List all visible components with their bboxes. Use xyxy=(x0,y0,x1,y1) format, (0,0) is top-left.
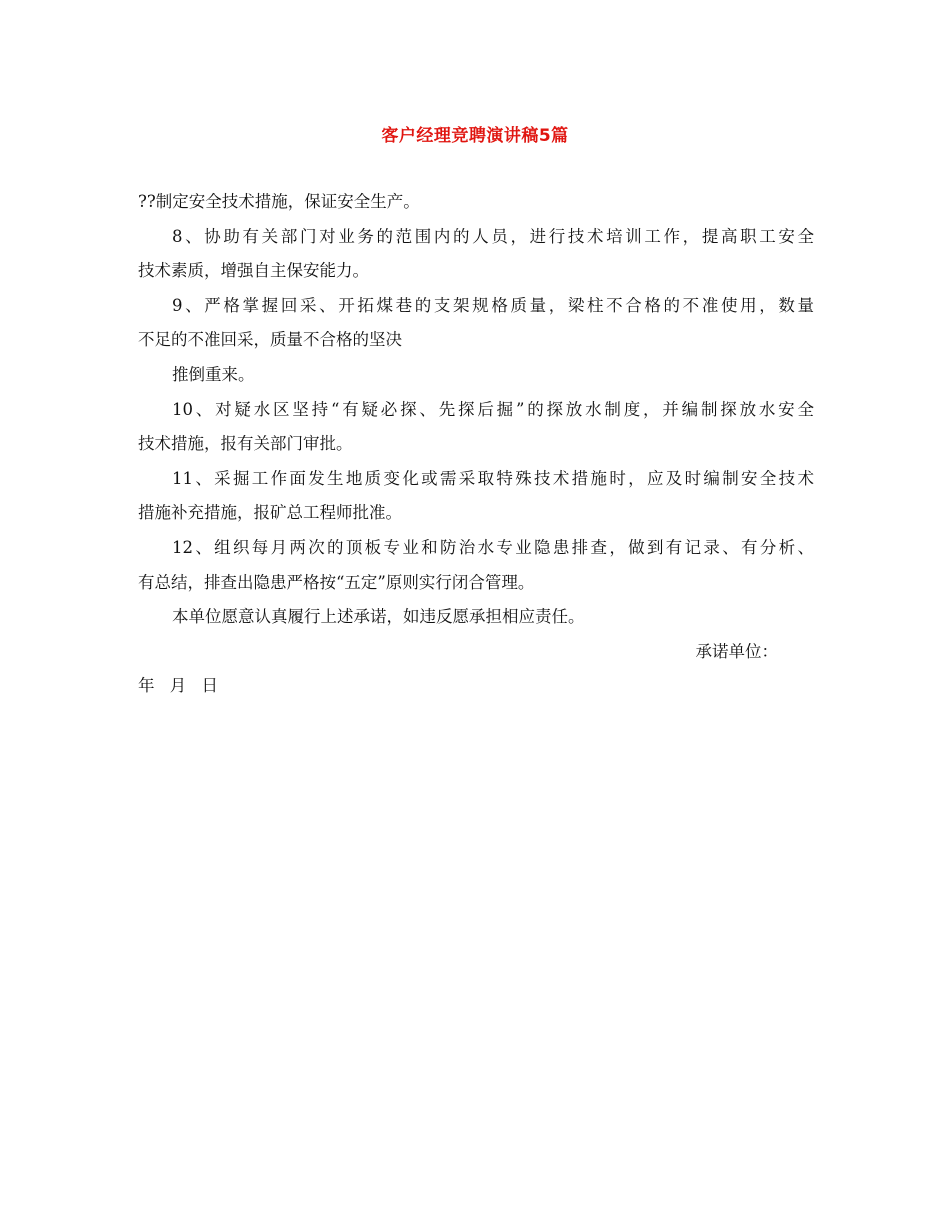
body-line-2: 8、协助有关部门对业务的范围内的人员，进行技术培训工作，提高职工安全 xyxy=(172,226,814,246)
date-label: 年 月 日 xyxy=(138,676,218,696)
body-line-1: ??制定安全技术措施，保证安全生产。 xyxy=(138,192,420,211)
body-line-8: 技术措施，报有关部门审批。 xyxy=(138,434,353,454)
body-line-5: 不足的不准回采，质量不合格的坚决 xyxy=(138,330,402,350)
body-line-4: 9、严格掌握回采、开拓煤巷的支架规格质量，梁柱不合格的不准使用，数量 xyxy=(172,295,814,315)
body-line-10: 措施补充措施，报矿总工程师批准。 xyxy=(138,503,402,523)
document-title: 客户经理竞聘演讲稿5篇 xyxy=(381,126,569,146)
body-line-6: 推倒重来。 xyxy=(172,364,255,384)
body-line-7: 10、对疑水区坚持“有疑必探、先探后掘”的探放水制度，并编制探放水安全 xyxy=(172,399,814,419)
signature-label: 承诺单位： xyxy=(695,641,778,661)
body-line-9: 11、采掘工作面发生地质变化或需采取特殊技术措施时，应及时编制安全技术 xyxy=(172,468,814,488)
body-line-12: 有总结，排查出隐患严格按“五定”原则实行闭合管理。 xyxy=(138,572,535,592)
body-line-3: 技术素质，增强自主保安能力。 xyxy=(138,261,369,281)
body-line-11: 12、组织每月两次的顶板专业和防治水专业隐患排查，做到有记录、有分析、 xyxy=(172,537,814,557)
body-line-13: 本单位愿意认真履行上述承诺，如违反愿承担相应责任。 xyxy=(172,607,585,627)
document-body xyxy=(138,185,814,704)
